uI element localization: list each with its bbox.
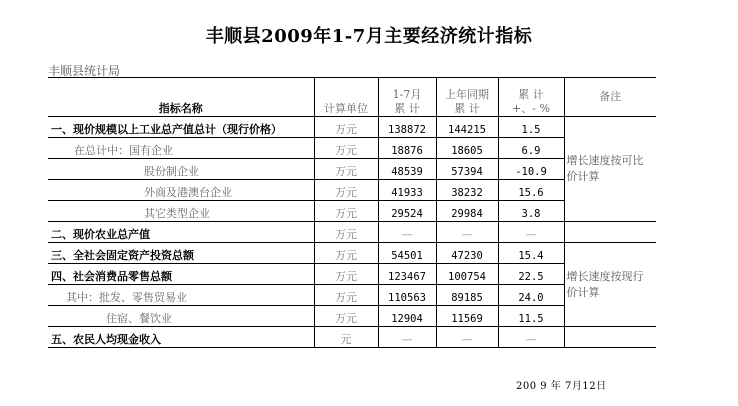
header-growth	[498, 78, 564, 117]
header-current	[378, 78, 436, 117]
row-current: 54501	[378, 243, 436, 264]
row-unit: 万元	[314, 159, 378, 180]
row-growth: —	[498, 327, 564, 348]
row-unit: 万元	[314, 138, 378, 159]
header-growth-line2: +、- %	[512, 102, 550, 115]
row-name: 外商及港澳台企业	[48, 180, 314, 201]
row-growth: 3.8	[498, 201, 564, 222]
row-unit: 元	[314, 327, 378, 348]
row-previous: 18605	[436, 138, 498, 159]
row-growth: 24.0	[498, 285, 564, 306]
row-name: 在总计中：国有企业	[48, 138, 314, 159]
table-row	[48, 222, 656, 243]
row-current: 29524	[378, 201, 436, 222]
row-name: 一、现价规模以上工业总产值总计（现行价格）	[48, 117, 314, 138]
row-unit: 万元	[314, 285, 378, 306]
note-current-price: 增长速度按现行价计算	[564, 243, 656, 327]
note-empty	[564, 222, 656, 243]
row-unit: 万元	[314, 180, 378, 201]
row-previous: —	[436, 327, 498, 348]
statistics-table	[48, 77, 656, 348]
row-previous: 47230	[436, 243, 498, 264]
table-row	[48, 243, 656, 264]
row-name: 四、社会消费品零售总额	[48, 264, 314, 285]
row-growth: -10.9	[498, 159, 564, 180]
row-name: 三、全社会固定资产投资总额	[48, 243, 314, 264]
row-previous: 100754	[436, 264, 498, 285]
header-growth-line1: 累 计	[518, 88, 544, 101]
table-row	[48, 117, 656, 138]
page-title: 丰顺县2009年1-7月主要经济统计指标	[205, 26, 533, 47]
row-name: 二、现价农业总产值	[48, 222, 314, 243]
row-growth: —	[498, 222, 564, 243]
note-empty	[564, 327, 656, 348]
row-previous: 38232	[436, 180, 498, 201]
header-previous-line1: 上年同期	[445, 88, 489, 101]
row-previous: —	[436, 222, 498, 243]
row-previous: 11569	[436, 306, 498, 327]
row-current: 123467	[378, 264, 436, 285]
row-current: 48539	[378, 159, 436, 180]
row-previous: 29984	[436, 201, 498, 222]
header-indicator-name: 指标名称	[48, 78, 314, 117]
row-previous: 89185	[436, 285, 498, 306]
header-row	[48, 78, 656, 117]
row-name: 住宿、餐饮业	[48, 306, 314, 327]
row-growth: 11.5	[498, 306, 564, 327]
header-current-line2: 累 计	[394, 102, 420, 115]
header-note: 备注	[564, 78, 656, 117]
row-unit: 万元	[314, 117, 378, 138]
row-name: 股份制企业	[48, 159, 314, 180]
row-name: 其中：批发、零售贸易业	[48, 285, 314, 306]
header-unit: 计算单位	[314, 78, 378, 117]
row-unit: 万元	[314, 201, 378, 222]
row-current: 12904	[378, 306, 436, 327]
row-previous: 144215	[436, 117, 498, 138]
report-date: 200 9 年 7月12日	[516, 381, 607, 392]
row-current: 110563	[378, 285, 436, 306]
row-previous: 57394	[436, 159, 498, 180]
header-previous	[436, 78, 498, 117]
row-current: 138872	[378, 117, 436, 138]
header-previous-line2: 累 计	[454, 102, 480, 115]
row-growth: 1.5	[498, 117, 564, 138]
row-current: —	[378, 222, 436, 243]
row-unit: 万元	[314, 306, 378, 327]
row-name: 其它类型企业	[48, 201, 314, 222]
organization-label: 丰顺县统计局	[48, 64, 121, 78]
row-unit: 万元	[314, 264, 378, 285]
row-current: 18876	[378, 138, 436, 159]
table-row	[48, 327, 656, 348]
header-current-line1: 1-7月	[392, 88, 422, 101]
row-name: 五、农民人均现金收入	[48, 327, 314, 348]
row-growth: 15.6	[498, 180, 564, 201]
row-growth: 6.9	[498, 138, 564, 159]
row-unit: 万元	[314, 243, 378, 264]
note-comparable-price: 增长速度按可比价计算	[564, 117, 656, 222]
row-growth: 22.5	[498, 264, 564, 285]
row-current: 41933	[378, 180, 436, 201]
row-unit: 万元	[314, 222, 378, 243]
row-current: —	[378, 327, 436, 348]
row-growth: 15.4	[498, 243, 564, 264]
